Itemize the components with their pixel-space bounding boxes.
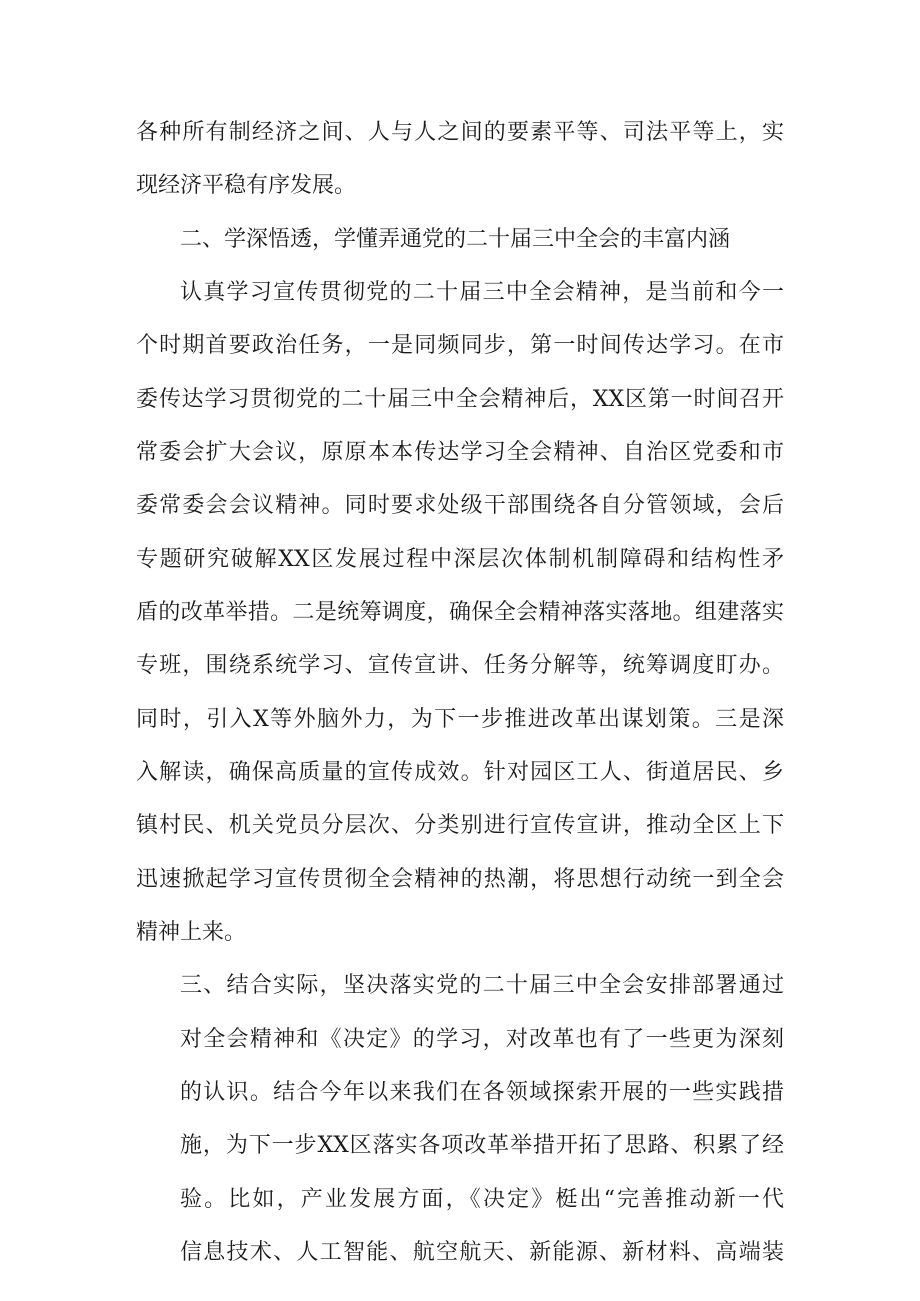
- body-text-line: 委常委会会议精神。同时要求处级干部围绕各自分管领域，会后: [136, 493, 784, 518]
- body-text-line: 同时，引入X等外脑外力，为下一步推进改革出谋划策。三是深: [136, 707, 784, 732]
- body-text-line: 委传达学习贯彻党的二十届三中全会精神后，XX区第一时间召开: [136, 387, 784, 412]
- body-text-line: 认真学习宣传贯彻党的二十届三中全会精神，是当前和今一: [180, 280, 784, 305]
- body-text-line: 对全会精神和《决定》的学习，对改革也有了一些更为深刻: [180, 1027, 784, 1052]
- body-text-line: 验。比如，产业发展方面，《决定》梃出“完善推动新一代: [180, 1187, 784, 1212]
- body-text-line: 专题研究破解XX区发展过程中深层次体制机制障碍和结构性矛: [136, 547, 784, 572]
- body-text-line: 迅速掀起学习宣传贯彻全会精神的热潮，将思想行动统一到全会: [136, 867, 784, 892]
- body-text-line: 专班，围绕系统学习、宣传宣讲、任务分解等，统筹调度盯办。: [136, 653, 784, 678]
- body-text-line: 入解读，确保高质量的宣传成效。针对园区工人、街道居民、乡: [136, 760, 784, 785]
- body-text-line: 现经济平稳有序发展。: [136, 173, 357, 198]
- body-text-line: 信息技术、人工智能、航空航天、新能源、新材料、高端装: [180, 1240, 784, 1265]
- body-text-line: 的认识。结合今年以来我们在各领域探索开展的一些实践措: [180, 1080, 784, 1105]
- body-text-line: 盾的改革举措。二是统筹调度，确保全会精神落实落地。组建落实: [136, 600, 784, 625]
- section-heading: 二、学深悟透，学懂弄通党的二十届三中全会的丰富内涵: [180, 227, 731, 252]
- body-text-line: 镇村民、机关党员分层次、分类别进行宣传宣讲，推动全区上下: [136, 813, 784, 838]
- body-text-line: 各种所有制经济之间、人与人之间的要素平等、司法平等上，实: [136, 120, 784, 145]
- body-text-line: 精神上来。: [136, 920, 247, 945]
- body-text-line: 施，为下一步XX区落实各项改革举措开拓了思路、积累了经: [180, 1133, 784, 1158]
- body-text-line: 个时期首要政治任务，一是同频同步，第一时间传达学习。在市: [136, 333, 784, 358]
- body-text-line: 常委会扩大会议，原原本本传达学习全会精神、自治区党委和市: [136, 440, 784, 465]
- section-heading: 三、结合实际，坚决落实党的二十届三中全会安排部署通过: [180, 973, 784, 998]
